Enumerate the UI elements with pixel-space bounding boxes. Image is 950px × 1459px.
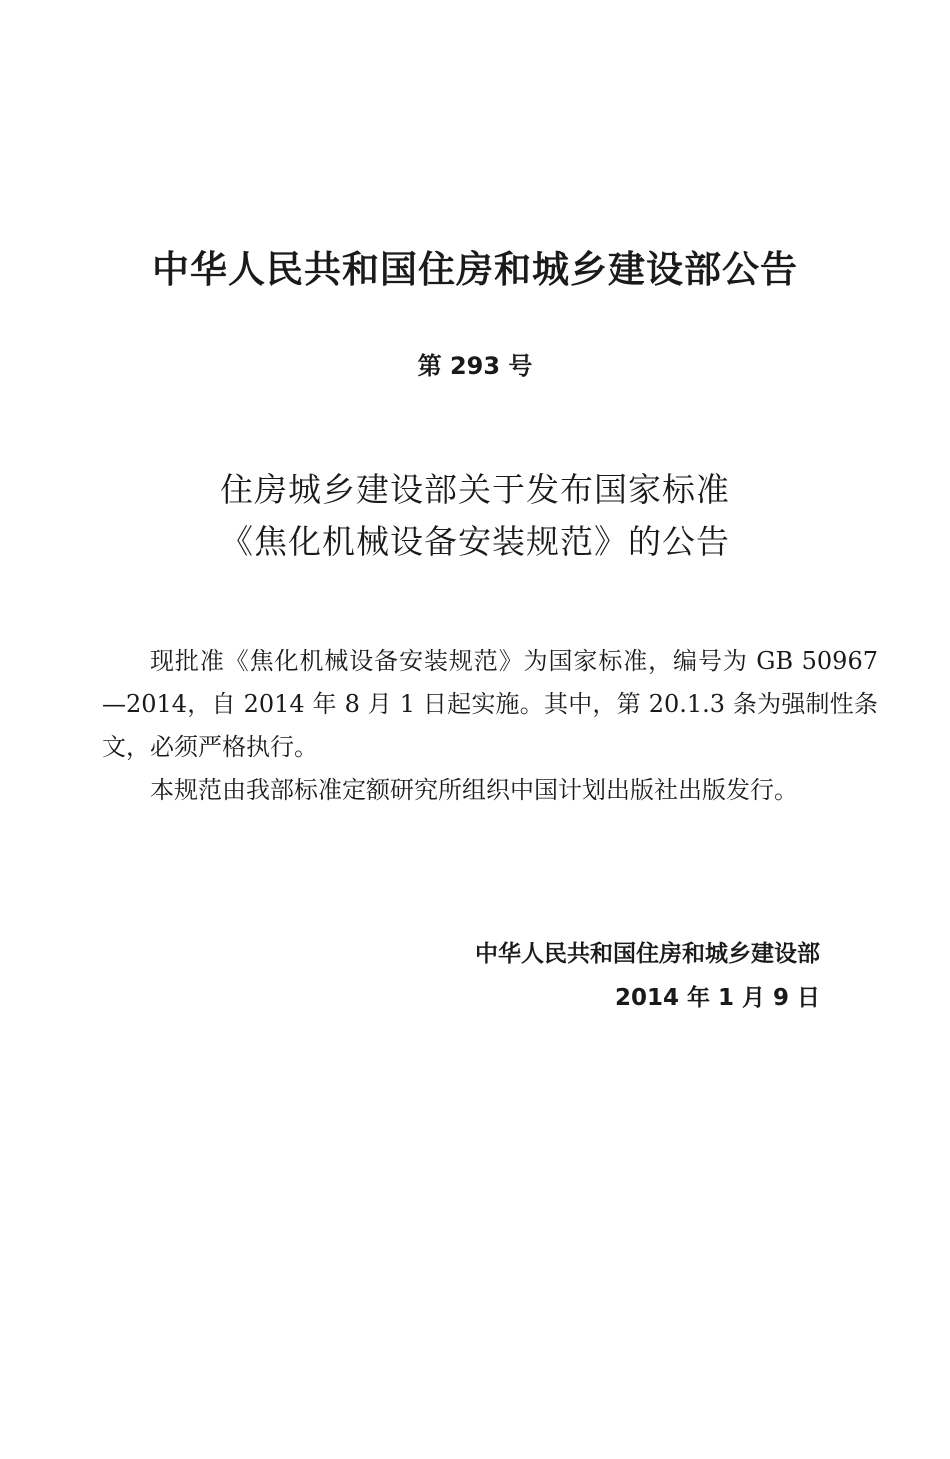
body-paragraph-1: 现批准《焦化机械设备安装规范》为国家标准，编号为 GB 50967—2014，自 2014 年 8 月 1 日起实施。其中，第 20.1.3 条为强制性条文，必须严格执行。	[102, 647, 878, 761]
subject-line-1: 住房城乡建设部关于发布国家标准	[220, 470, 730, 509]
subject-line-2: 《焦化机械设备安装规范》的公告	[220, 522, 730, 561]
announcement-number: 第 293 号	[417, 352, 533, 380]
body-paragraph-2: 本规范由我部标准定额研究所组织中国计划出版社出版发行。	[150, 776, 798, 804]
signature-block	[475, 932, 820, 1020]
signature-date: 2014 年 1 月 9 日	[614, 985, 820, 1011]
issuer-heading: 中华人民共和国住房和城乡建设部公告	[152, 248, 798, 291]
signature-organization: 中华人民共和国住房和城乡建设部	[475, 941, 820, 967]
announcement-body	[102, 640, 878, 812]
announcement-subject	[0, 464, 950, 568]
